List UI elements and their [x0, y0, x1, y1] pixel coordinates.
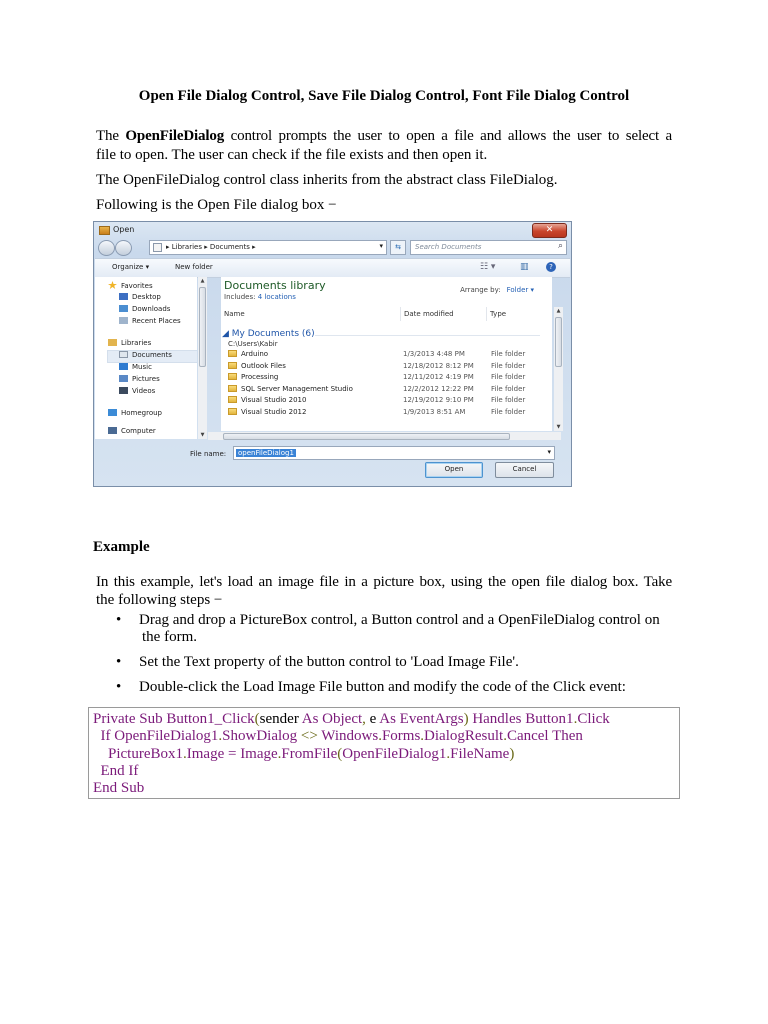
- code-token: If OpenFileDialog1: [93, 728, 219, 745]
- library-title: Documents library: [224, 279, 326, 292]
- dialog-title: Open: [113, 225, 135, 234]
- file-date: 12/11/2012 4:19 PM: [403, 373, 474, 382]
- dialog-toolbar: [95, 258, 570, 278]
- column-header-name[interactable]: Name: [224, 310, 245, 318]
- navigation-pane: [95, 277, 197, 439]
- column-divider[interactable]: [486, 307, 487, 321]
- code-line: End Sub: [93, 780, 145, 797]
- nav-item-favorites[interactable]: [95, 281, 153, 292]
- code-token: .: [420, 728, 425, 745]
- example-paragraph-line2: the following steps −: [96, 592, 223, 608]
- close-button[interactable]: ✕: [532, 223, 567, 238]
- following-paragraph: Following is the Open File dialog box −: [96, 197, 337, 213]
- code-token: .: [378, 728, 382, 745]
- code-token: sender: [259, 711, 299, 727]
- nav-item-music[interactable]: [95, 363, 152, 374]
- step-text: Drag and drop a PictureBox control, a Button control and a OpenFileDialog control on: [139, 612, 660, 628]
- code-token: .: [503, 728, 507, 745]
- help-icon[interactable]: ?: [546, 262, 556, 272]
- code-token: Cancel Then: [506, 728, 583, 745]
- preview-pane-icon[interactable]: ▥: [520, 262, 529, 272]
- nav-item-videos[interactable]: [95, 387, 155, 398]
- file-name: Outlook Files: [241, 361, 286, 370]
- code-token: (: [337, 745, 343, 762]
- nav-item-downloads[interactable]: [95, 305, 170, 316]
- file-row[interactable]: [228, 396, 548, 407]
- bullet: •: [116, 679, 122, 695]
- organize-button[interactable]: Organize ▾: [112, 263, 150, 271]
- code-token: DialogResult: [424, 728, 504, 745]
- nav-item-desktop[interactable]: [95, 293, 161, 304]
- intro-paragraph-line1: [96, 127, 672, 146]
- libraries-icon: [108, 339, 117, 346]
- scroll-up-arrow[interactable]: ▲: [556, 308, 561, 314]
- nav-item-label: Videos: [132, 387, 156, 395]
- file-list-pane: [221, 277, 552, 431]
- file-name: SQL Server Management Studio: [241, 384, 353, 393]
- nav-item-label: Documents: [132, 351, 172, 359]
- code-token: ): [463, 711, 469, 727]
- nav-item-recent-places[interactable]: [95, 317, 181, 328]
- documents-icon: [119, 351, 128, 358]
- folder-icon: [228, 373, 237, 380]
- homegroup-icon: [108, 409, 117, 416]
- code-token: .: [183, 745, 187, 762]
- file-row[interactable]: [228, 385, 548, 396]
- address-dropdown-icon[interactable]: ▾: [379, 242, 383, 250]
- file-name: Processing: [241, 373, 279, 382]
- search-input[interactable]: [410, 240, 567, 255]
- nav-item-libraries[interactable]: [95, 339, 151, 350]
- example-heading: Example: [93, 539, 150, 555]
- code-token: .: [446, 745, 451, 762]
- code-token: As Object: [298, 711, 363, 727]
- code-token: <>: [300, 728, 318, 745]
- code-line: [93, 728, 679, 745]
- file-name: Visual Studio 2010: [241, 396, 307, 405]
- nav-item-label: Recent Places: [132, 317, 181, 325]
- folder-icon: [228, 385, 237, 392]
- videos-icon: [119, 387, 128, 394]
- horizontal-scroll-thumb[interactable]: [223, 433, 510, 440]
- file-name-value[interactable]: openFileDialog1: [238, 449, 294, 457]
- folder-location-icon: [153, 243, 162, 252]
- cancel-button[interactable]: Cancel: [495, 462, 554, 478]
- library-includes: [224, 293, 296, 301]
- recent-places-icon: [119, 317, 128, 324]
- nav-item-computer[interactable]: [95, 427, 156, 438]
- file-date: 12/2/2012 12:22 PM: [403, 384, 474, 393]
- nav-item-homegroup[interactable]: [95, 409, 162, 420]
- inherits-paragraph: The OpenFileDialog control class inherits from the abstract class FileDialog.: [96, 172, 558, 188]
- code-token: Forms: [381, 728, 421, 745]
- group-path: C:\Users\Kabir: [228, 340, 278, 348]
- code-line: End If: [93, 762, 139, 779]
- file-row[interactable]: [228, 408, 548, 419]
- bullet: •: [116, 654, 122, 670]
- file-name-input[interactable]: [233, 446, 555, 460]
- steps-list: [96, 612, 696, 704]
- intro-paragraph-line2: file to open. The user can check if the file exists and then open it.: [96, 147, 488, 163]
- file-row[interactable]: [228, 350, 548, 361]
- file-type: File folder: [491, 361, 526, 370]
- code-line: [93, 711, 679, 728]
- code-token: FromFile: [281, 745, 338, 762]
- nav-scroll-thumb[interactable]: [199, 287, 206, 367]
- intro-text: The: [96, 128, 126, 144]
- refresh-button[interactable]: ⇆: [390, 240, 406, 255]
- code-token: Handles Button1: [468, 711, 574, 727]
- file-type: File folder: [491, 384, 526, 393]
- scroll-down-arrow[interactable]: ▼: [556, 424, 561, 430]
- code-token: Windows: [317, 728, 379, 745]
- group-divider: [315, 335, 540, 336]
- nav-item-label: Downloads: [132, 305, 171, 313]
- star-icon: [108, 281, 117, 289]
- nav-item-pictures[interactable]: [95, 375, 160, 386]
- code-token: (: [254, 711, 260, 727]
- file-type: File folder: [491, 396, 526, 405]
- group-header[interactable]: ◢ My Documents (6): [222, 329, 315, 339]
- arrange-label: Arrange by:: [460, 286, 501, 294]
- address-bar[interactable]: [149, 240, 387, 255]
- open-button[interactable]: Open: [425, 462, 483, 478]
- example-paragraph-line1: In this example, let's load an image file in a picture box, using the open file dialog box. Take: [96, 574, 672, 590]
- step-text: Set the Text property of the button control to 'Load Image File'.: [139, 654, 519, 670]
- page-title: Open File Dialog Control, Save File Dialog Control, Font File Dialog Control: [138, 88, 630, 104]
- file-scroll-thumb[interactable]: [555, 317, 562, 367]
- folder-icon: [228, 396, 237, 403]
- step-text: the form.: [142, 629, 197, 645]
- file-name-label: File name:: [190, 450, 227, 458]
- pictures-icon: [119, 375, 128, 382]
- file-row[interactable]: [228, 373, 548, 384]
- nav-item-label: Desktop: [132, 293, 161, 301]
- nav-item-label: Libraries: [121, 339, 152, 347]
- scroll-down-arrow[interactable]: ▼: [200, 432, 205, 438]
- code-line: [93, 746, 679, 763]
- dialog-titlebar: [94, 222, 571, 238]
- address-row: [98, 240, 567, 256]
- locations-link[interactable]: 4 locations: [257, 293, 296, 301]
- code-token: ,: [362, 711, 366, 727]
- search-icon[interactable]: ⌕: [557, 241, 563, 251]
- file-name: Visual Studio 2012: [241, 408, 307, 416]
- breadcrumb[interactable]: ▸ Libraries ▸ Documents ▸: [166, 243, 256, 251]
- forward-button[interactable]: [115, 240, 132, 256]
- file-date: 1/9/2013 8:51 AM: [403, 408, 466, 416]
- file-row[interactable]: [228, 362, 548, 373]
- nav-item-label: Homegroup: [121, 409, 163, 417]
- folder-icon: [228, 350, 237, 357]
- column-header-date[interactable]: Date modified: [404, 310, 454, 318]
- code-block: [88, 707, 680, 799]
- nav-item-label: Favorites: [121, 282, 153, 290]
- code-token: OpenFileDialog1: [342, 745, 447, 762]
- code-token: e: [365, 711, 377, 727]
- nav-item-documents[interactable]: [107, 350, 197, 363]
- step-text: Double-click the Load Image File button and modify the code of the Click event:: [139, 679, 626, 695]
- code-token: Click: [577, 711, 610, 727]
- folder-icon: [228, 408, 237, 415]
- search-placeholder: Search Documents: [415, 243, 482, 251]
- code-token: .: [573, 711, 578, 727]
- views-icon[interactable]: ☷ ▾: [480, 262, 496, 272]
- dialog-app-icon: [99, 226, 110, 235]
- code-token: .: [277, 745, 282, 762]
- open-file-dialog: [93, 221, 572, 487]
- file-type: File folder: [491, 373, 526, 382]
- desktop-icon: [119, 293, 128, 300]
- nav-item-label: Music: [132, 363, 152, 371]
- openfiledialog-term: OpenFileDialog: [125, 128, 225, 144]
- code-token: FileName: [450, 745, 510, 762]
- file-date: 1/3/2013 4:48 PM: [403, 350, 465, 358]
- arrange-dropdown[interactable]: Folder ▾: [506, 286, 534, 294]
- file-date: 12/18/2012 8:12 PM: [403, 361, 474, 370]
- nav-scrollbar[interactable]: [198, 277, 207, 439]
- folder-icon: [228, 362, 237, 369]
- column-header-type[interactable]: Type: [490, 310, 507, 318]
- music-icon: [119, 363, 128, 370]
- step-item: [96, 612, 696, 646]
- file-type: File folder: [491, 350, 526, 358]
- code-token: .: [218, 728, 223, 745]
- nav-item-label: Computer: [121, 427, 156, 435]
- file-name: Arduino: [241, 350, 269, 358]
- code-token: ShowDialog: [222, 728, 301, 745]
- code-token: PictureBox1: [93, 745, 183, 762]
- includes-label: Includes:: [224, 293, 256, 301]
- horizontal-scrollbar[interactable]: [208, 432, 561, 440]
- file-type: File folder: [491, 408, 526, 416]
- new-folder-button[interactable]: New folder: [175, 263, 213, 271]
- downloads-icon: [119, 305, 128, 312]
- code-token: Private Sub Button1_Click: [93, 711, 255, 727]
- file-name-dropdown-icon[interactable]: ▾: [547, 448, 551, 456]
- file-list-scrollbar[interactable]: [554, 307, 563, 431]
- scroll-up-arrow[interactable]: ▲: [200, 278, 205, 284]
- column-divider[interactable]: [400, 307, 401, 321]
- code-token: ): [509, 745, 515, 762]
- code-token: Image = Image: [186, 745, 278, 762]
- file-date: 12/19/2012 9:10 PM: [403, 396, 474, 405]
- code-token: As EventArgs: [376, 711, 464, 727]
- bullet: •: [116, 612, 122, 628]
- computer-icon: [108, 427, 117, 434]
- step-item: [96, 654, 696, 671]
- arrange-by: [460, 286, 534, 294]
- back-button[interactable]: [98, 240, 115, 256]
- intro-text: control prompts the user to open a file and allows the user to select a: [224, 128, 672, 144]
- nav-item-label: Pictures: [132, 375, 160, 383]
- step-item: [96, 679, 696, 696]
